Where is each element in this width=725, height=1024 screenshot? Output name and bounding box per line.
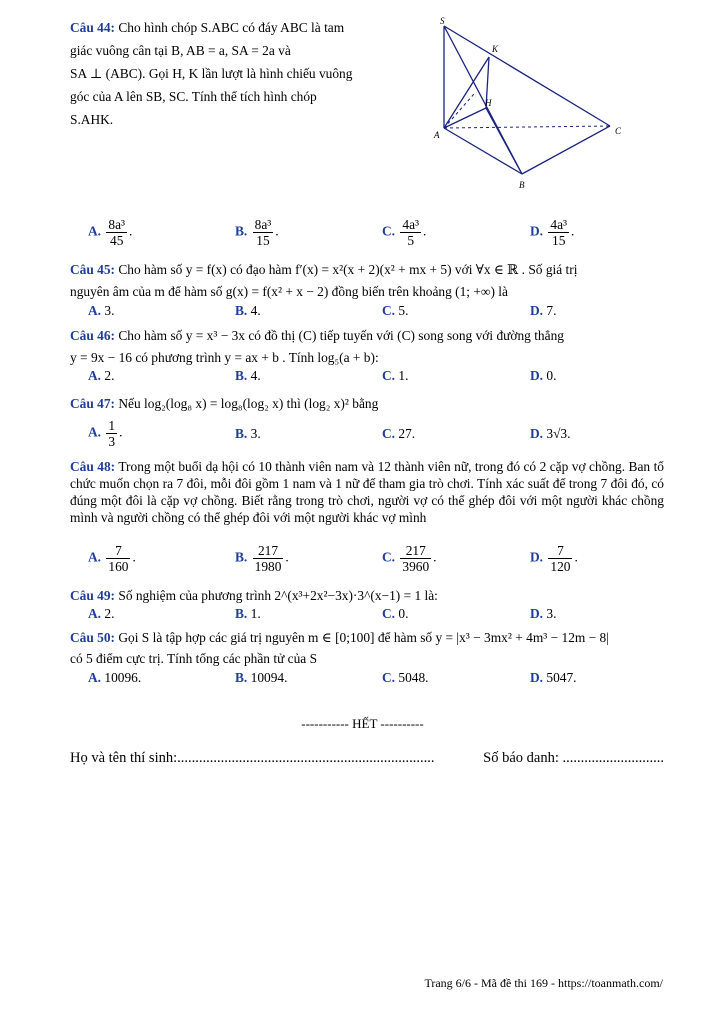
q47-a-num: 1 (108, 418, 116, 433)
q48-d-num: 7 (548, 543, 572, 559)
q46-option-b[interactable] (235, 368, 261, 384)
q45-c-letter: C. (382, 303, 396, 318)
label-a: A (434, 130, 440, 140)
q50-a-letter: A. (88, 670, 102, 685)
q50-option-c[interactable] (382, 670, 429, 686)
q44-c-num: 4a³ (402, 217, 420, 232)
q50-b-text: 10094. (250, 670, 288, 685)
q50-line2: có 5 điểm cực trị. Tính tổng các phần tử của S (70, 651, 318, 666)
q45-c-text: 5. (398, 303, 409, 318)
q48-a-letter: A. (88, 549, 102, 565)
q46-a-text: 2. (104, 368, 115, 383)
q48-a-den: 160 (108, 559, 129, 574)
page-footer: Trang 6/6 - Mã đề thi 169 - https://toanmath.com/ (424, 976, 663, 990)
question-50 (70, 627, 664, 669)
label-h: H (485, 98, 492, 108)
pyramid-figure (430, 14, 630, 192)
q49-line1: Số nghiệm của phương trình 2^(x³+2x²−3x)·3^(x−1) = 1 là: (118, 588, 438, 603)
q46-d-text: 0. (546, 368, 557, 383)
q50-b-letter: B. (235, 670, 248, 685)
q50-option-a[interactable] (88, 670, 141, 686)
q47-option-a[interactable] (88, 418, 122, 449)
label-c: C (615, 126, 622, 136)
q44-b-num: 8a³ (254, 217, 272, 232)
q47-b-text: 3. (250, 426, 261, 441)
q48-c-den: 3960 (402, 559, 430, 574)
q47-c-text: 27. (398, 426, 416, 441)
q46-option-c[interactable] (382, 368, 408, 384)
q44-option-c-letter: C. (382, 223, 396, 239)
q44-line4: góc của A lên SB, SC. Tính thể tích hình chóp (70, 89, 317, 104)
q48-option-b[interactable]: B. $\frac{217}{1980}$ . (235, 543, 289, 574)
q49-option-b[interactable] (235, 606, 261, 622)
q45-b-text: 4. (250, 303, 261, 318)
question-49 (70, 586, 664, 606)
q48-d-den: 120 (550, 559, 571, 574)
q44-option-d[interactable]: D. $\frac{\text{4a³}}{15}$ . (530, 217, 575, 248)
q48-option-a[interactable]: A. $\frac{7}{160}$ . (88, 543, 136, 574)
q50-a-text: 10096. (104, 670, 142, 685)
q47-d-letter: D. (530, 426, 544, 441)
question-45 (70, 259, 664, 303)
q45-label: Câu 45: (70, 262, 116, 277)
q50-label: Câu 50: (70, 630, 116, 645)
q48-d-letter: D. (530, 549, 544, 565)
q49-option-a[interactable] (88, 606, 114, 622)
q47-a-after: . (119, 424, 123, 440)
q44-d-den: 15 (552, 233, 566, 248)
q48-a-num: 7 (106, 543, 130, 559)
q44-line1: Cho hình chóp S.ABC có đáy ABC là tam (118, 20, 345, 35)
candidate-name-field[interactable]: Họ và tên thí sinh:....................................................................... (70, 750, 435, 766)
q46-b-letter: B. (235, 368, 248, 383)
q48-label: Câu 48: (70, 459, 116, 474)
q44-label: Câu 44: (70, 20, 116, 35)
q45-option-c[interactable] (382, 303, 408, 319)
q49-b-text: 1. (250, 606, 261, 621)
q50-option-b[interactable] (235, 670, 287, 686)
label-s: S (440, 16, 445, 26)
q46-b-text: 4. (250, 368, 261, 383)
q45-option-d[interactable] (530, 303, 556, 319)
q49-d-text: 3. (546, 606, 557, 621)
q45-line1: Cho hàm số y = f(x) có đạo hàm f′(x) = x²(x + 2)(x² + mx + 5) với ∀x ∈ ℝ . Số giá trị (118, 262, 578, 277)
q44-c-den: 5 (407, 233, 415, 248)
q49-b-letter: B. (235, 606, 248, 621)
q49-d-letter: D. (530, 606, 544, 621)
q47-option-d[interactable] (530, 426, 570, 442)
q48-text: Trong một buổi dạ hội có 10 thành viên nam và 12 thành viên nữ, trong đó có 2 cặp vợ chồng. Ban tổ chức muốn chọn ra 7 đôi, mỗi đôi gồm 1 nam và 1 nữ để tham gia trò chơi. Tính xác suất để trong 7 đôi đó, có đúng một đôi là cặp vợ chồng. Biết rằng trong trò chơi, người vợ có thể ghép đôi với một người khác chồng mình và người chồng có thể ghép đôi với một người khác vợ mình (70, 459, 664, 525)
q49-option-d[interactable] (530, 606, 556, 622)
q45-d-text: 7. (546, 303, 557, 318)
q44-option-b-letter: B. (235, 223, 248, 239)
q47-line1: Nếu log₂(log₈ x) = log₈(log₂ x) thì (log₂ x)² bằng (118, 396, 379, 411)
q44-b-den: 15 (256, 233, 270, 248)
q45-b-letter: B. (235, 303, 248, 318)
q47-label: Câu 47: (70, 396, 116, 411)
q45-option-a[interactable] (88, 303, 114, 319)
q49-c-letter: C. (382, 606, 396, 621)
q47-c-letter: C. (382, 426, 396, 441)
q44-line3: SA ⊥ (ABC). Gọi H, K lần lượt là hình chiếu vuông (70, 66, 353, 81)
q47-b-letter: B. (235, 426, 248, 441)
q45-d-letter: D. (530, 303, 544, 318)
q46-line1: Cho hàm số y = x³ − 3x có đồ thị (C) tiếp tuyến với (C) song song với đường thẳng (118, 328, 564, 343)
q44-line5: S.AHK. (70, 112, 114, 127)
end-marker: ----------- HẾT ---------- (301, 716, 424, 731)
q46-option-d[interactable] (530, 368, 556, 384)
q44-option-a[interactable]: A. $\frac{\text{8a³}}{45}$ . (88, 217, 133, 248)
q48-c-letter: C. (382, 549, 396, 565)
q48-b-den: 1980 (254, 559, 282, 574)
q44-line2: giác vuông cân tại B, AB = a, SA = 2a và (70, 43, 291, 58)
q44-option-a-letter: A. (88, 223, 102, 239)
label-k: K (492, 44, 499, 54)
q49-option-c[interactable] (382, 606, 408, 622)
q50-c-text: 5048. (398, 670, 429, 685)
question-44 (70, 16, 404, 131)
q46-c-letter: C. (382, 368, 396, 383)
q46-line2: y = 9x − 16 có phương trình y = ax + b . Tính log₅(a + b): (70, 350, 379, 365)
label-b: B (519, 180, 525, 190)
q49-a-letter: A. (88, 606, 102, 621)
q45-line2: nguyên âm của m để hàm số g(x) = f(x² + x − 2) đồng biến trên khoảng (1; +∞) là (70, 284, 508, 299)
q47-option-c[interactable] (382, 426, 415, 442)
q47-a-den: 3 (108, 434, 116, 449)
question-48 (70, 458, 664, 526)
q45-option-b[interactable] (235, 303, 261, 319)
q44-a-num: 8a³ (108, 217, 126, 232)
q45-a-letter: A. (88, 303, 102, 318)
q44-option-d-letter: D. (530, 223, 544, 239)
candidate-info (70, 750, 664, 767)
q46-d-letter: D. (530, 368, 544, 383)
question-47 (70, 394, 664, 414)
q46-label: Câu 46: (70, 328, 116, 343)
q50-option-d[interactable] (530, 670, 577, 686)
q47-option-b[interactable] (235, 426, 261, 442)
candidate-number-field[interactable]: Số báo danh: ............................ (483, 750, 664, 766)
q50-d-letter: D. (530, 670, 544, 685)
q46-a-letter: A. (88, 368, 102, 383)
q49-a-text: 2. (104, 606, 115, 621)
q50-c-letter: C. (382, 670, 396, 685)
q48-option-c[interactable]: C. $\frac{217}{3960}$ . (382, 543, 437, 574)
question-46 (70, 325, 664, 369)
q48-b-num: 217 (253, 543, 284, 559)
q49-c-text: 0. (398, 606, 409, 621)
q48-b-letter: B. (235, 549, 248, 565)
q44-option-b[interactable]: B. $\frac{\text{8a³}}{15}$ . (235, 217, 279, 248)
q49-label: Câu 49: (70, 588, 116, 603)
q44-a-den: 45 (110, 233, 124, 248)
q44-d-num: 4a³ (550, 217, 568, 232)
q46-option-a[interactable] (88, 368, 114, 384)
q48-c-num: 217 (400, 543, 431, 559)
q47-d-text: 3√3. (546, 426, 571, 441)
q50-d-text: 5047. (546, 670, 577, 685)
q46-c-text: 1. (398, 368, 409, 383)
q45-a-text: 3. (104, 303, 115, 318)
q44-option-c[interactable]: C. $\frac{\text{4a³}}{5}$ . (382, 217, 427, 248)
q50-line1: Gọi S là tập hợp các giá trị nguyên m ∈ [0;100] để hàm số y = |x³ − 3mx² + 4m³ − 12m − 8| (118, 630, 609, 645)
q47-a-letter: A. (88, 424, 102, 440)
q48-option-d[interactable]: D. $\frac{7}{120}$ . (530, 543, 578, 574)
